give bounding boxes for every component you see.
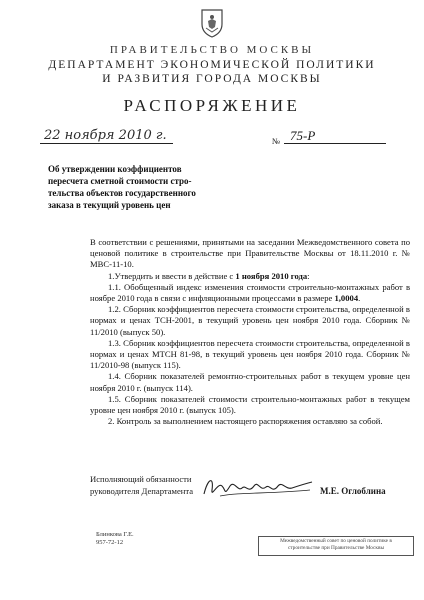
document-number: 75-Р	[284, 129, 386, 144]
document-subject	[48, 163, 258, 211]
signatory-title-line-1: Исполняющий обязанности	[90, 474, 192, 484]
executor-info	[96, 531, 134, 547]
handwritten-signature	[200, 472, 318, 502]
paragraph-1-4: 1.4. Сборник показателей ремонтно-строительных работ в текущем уровне цен ноября 2010 г. (выпуск 114).	[90, 371, 410, 393]
paragraph-1	[90, 271, 410, 282]
number-label: №	[272, 136, 281, 146]
subject-line-4: заказа в текущий уровень цен	[48, 200, 171, 210]
paragraph-1-5: 1.5. Сборник показателей стоимости строительно-монтажных работ в текущем уровне цен ноября 2010 г. (выпуск 105).	[90, 393, 410, 416]
signatory-name: М.Е. Оглоблина	[320, 486, 386, 496]
document-date: 22 ноября 2010 г.	[40, 129, 173, 144]
subject-line-2: пересчета сметной стоимости стро-	[48, 176, 192, 186]
government-name: ПРАВИТЕЛЬСТВО МОСКВЫ	[109, 44, 315, 56]
paragraph-2: 2. Контроль за выполнением настоящего распоряжения оставляю за собой.	[108, 416, 383, 427]
department-line-1: ДЕПАРТАМЕНТ ЭКОНОМИЧЕСКОЙ ПОЛИТИКИ	[48, 59, 376, 71]
paragraph-1-2: 1.2. Сборник коэффициентов пересчета стоимости строительства, определенной в нормах и ценах ТСН-2001, в текущий уровень цен ноября 2010 года. Сборник № 11/2010 (выпуск 50).	[90, 304, 410, 337]
paragraph-1-text: 1.Утвердить и ввести в действие с	[108, 270, 236, 281]
paragraph-1-end: :	[307, 270, 310, 281]
index-value: 1,0004	[334, 293, 359, 304]
paragraph-1-1	[90, 282, 410, 304]
subject-line-1: Об утверждении коэффициентов	[48, 164, 182, 174]
effective-date: 1 ноября 2010 года	[235, 270, 308, 281]
executor-name: Блинкова Г.Е.	[96, 531, 134, 538]
subject-line-3: тельства объектов государственного	[48, 188, 196, 198]
paragraph-1-1-end: .	[358, 293, 361, 304]
stamp-line-1: Межведомственный совет по ценовой политике в	[280, 538, 392, 544]
department-name	[0, 58, 424, 86]
department-line-2: И РАЗВИТИЯ ГОРОДА МОСКВЫ	[102, 73, 322, 85]
document-type-title: РАСПОРЯЖЕНИЕ	[123, 96, 301, 115]
paragraph-1-3: 1.3. Сборник коэффициентов пересчета стоимости строительства, определенной в нормах и ценах МТСН 81-98, в текущий уровень цен ноября 2010 года. Сборник № 11/2010-98 (выпуск 115).	[90, 337, 410, 371]
moscow-coat-of-arms-icon	[200, 8, 224, 38]
intro-paragraph: В соответствии с решениями, принятыми на заседании Межведомственного совета по ценовой политике в строительстве при Правительстве Москвы от 18.11.2010 г. № МВС-11-10.	[90, 237, 410, 270]
signatory-title	[90, 474, 200, 497]
executor-phone: 957-72-12	[96, 539, 124, 546]
received-stamp	[258, 536, 414, 556]
document-body	[90, 237, 410, 427]
paragraph-1-1-text: 1.1. Обобщенный индекс изменения стоимости строительно-монтажных работ в ноябре 2010 года в связи с инфляционными процессами в размере	[90, 281, 410, 304]
stamp-line-2: строительстве при Правительстве Москвы	[287, 544, 385, 551]
signatory-title-line-2: руководителя Департамента	[90, 485, 194, 496]
